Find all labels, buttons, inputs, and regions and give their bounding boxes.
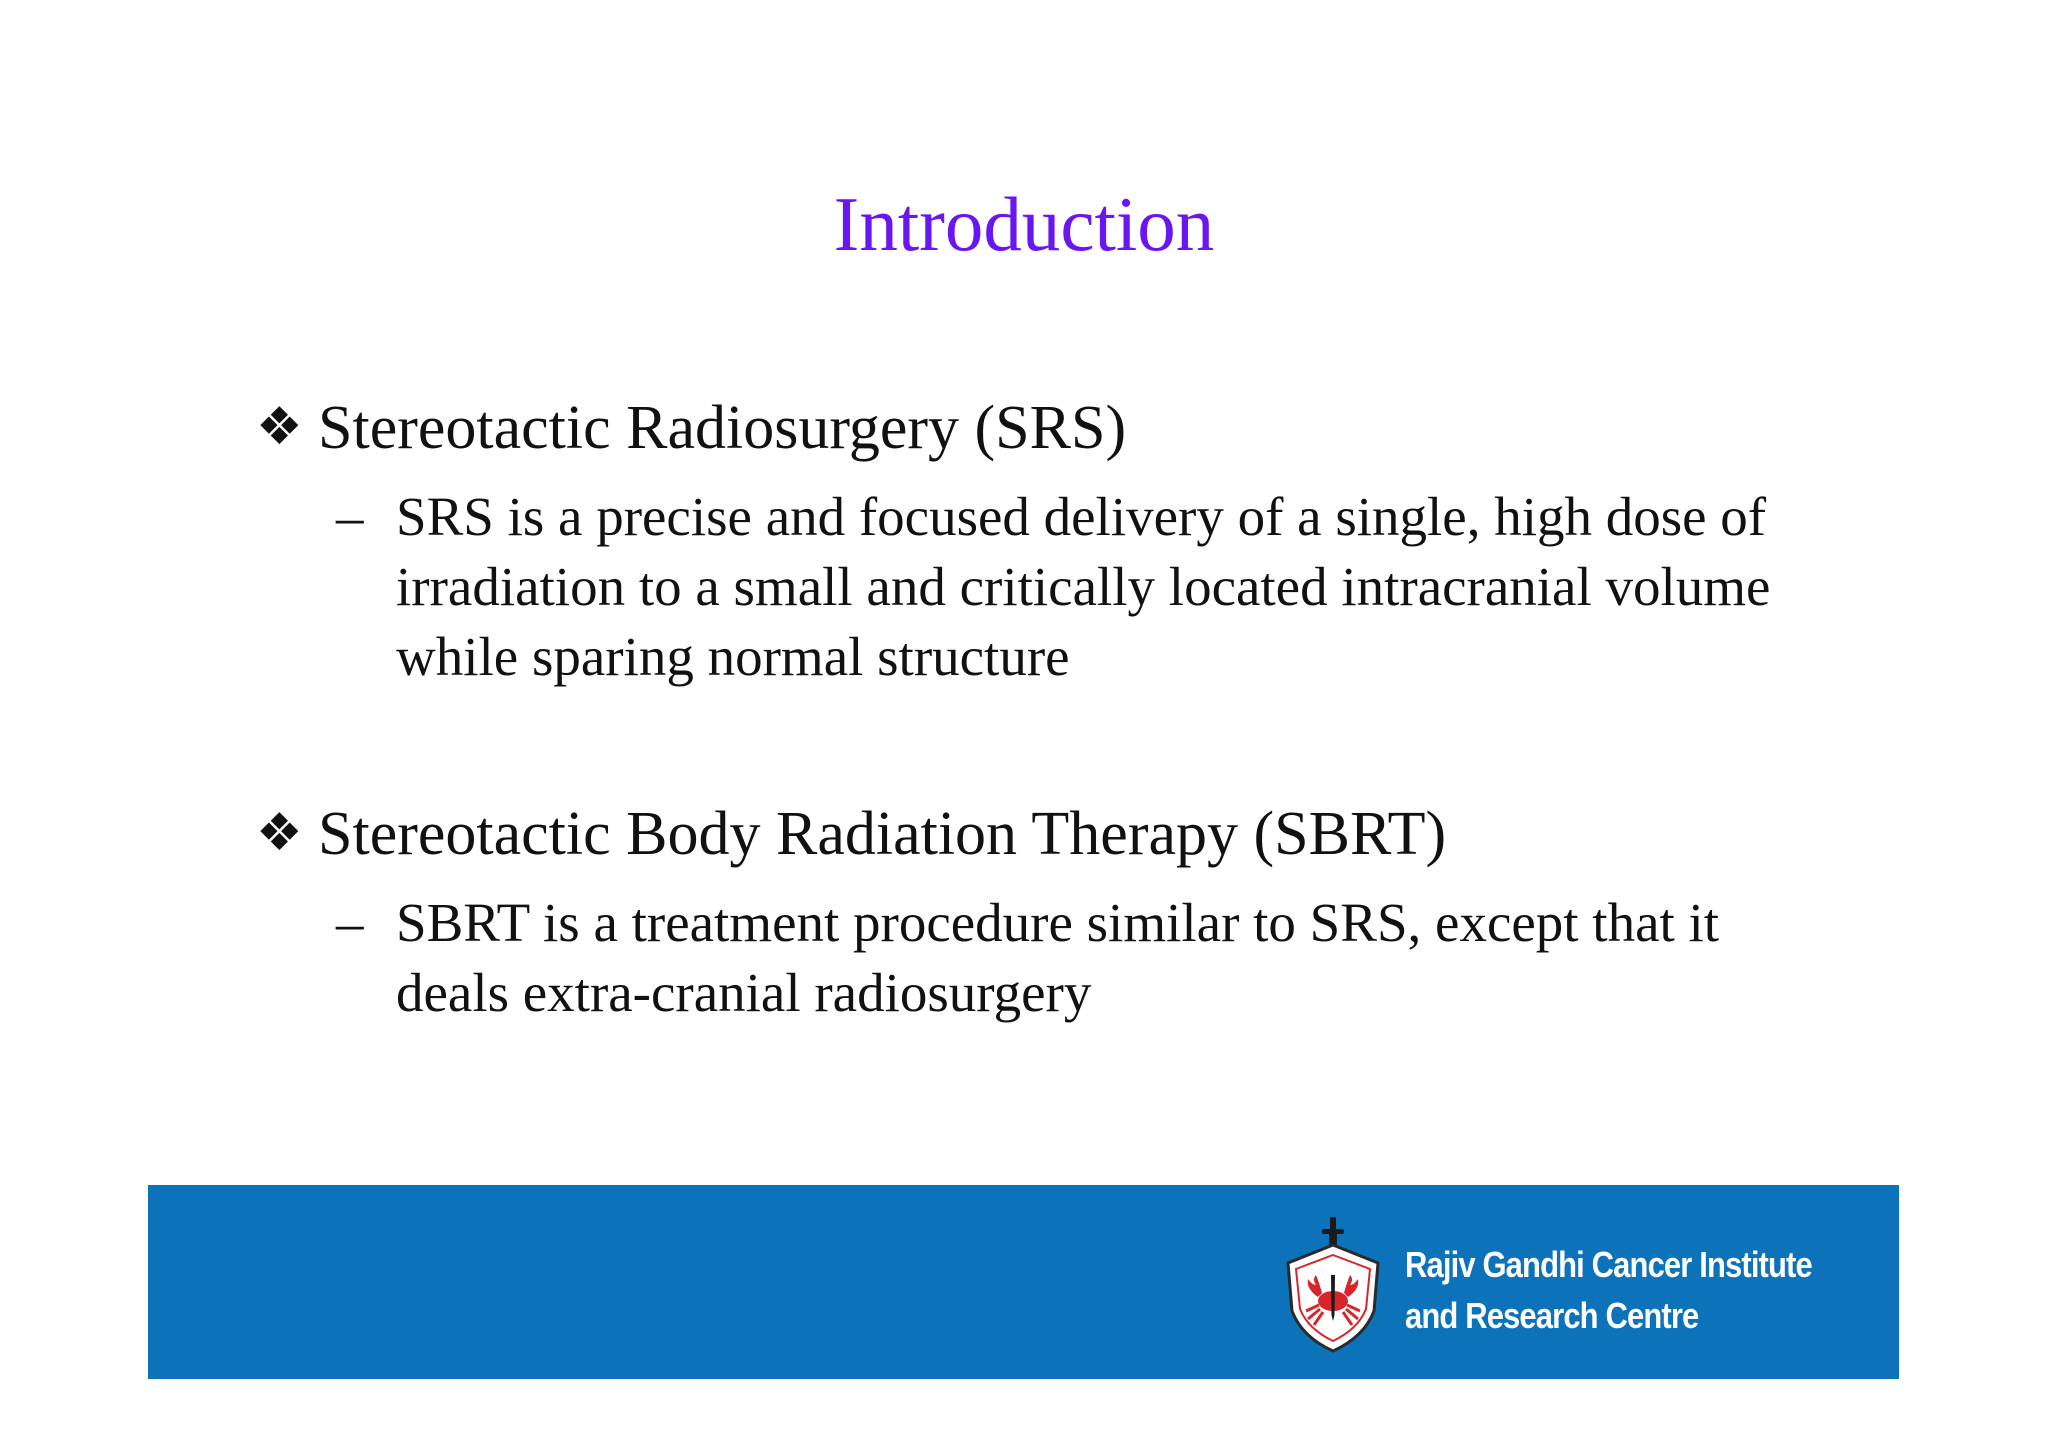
sub-bullet-text: SBRT is a treatment procedure similar to SRS, except that it deals extra-cranial radiosurgery xyxy=(396,892,1720,1023)
diamond-bullet-icon: ❖ xyxy=(256,397,303,457)
bullet-heading-srs xyxy=(256,392,1126,463)
sub-bullet-text: SRS is a precise and focused delivery of a single, high dose of irradiation to a small and critically located intracranial volume while sparing normal structure xyxy=(396,486,1771,687)
sub-bullet-srs xyxy=(336,482,1816,692)
institution-name xyxy=(1405,1239,1812,1341)
sub-bullet-sbrt xyxy=(336,888,1816,1028)
institution-line-1: Rajiv Gandhi Cancer Institute xyxy=(1405,1244,1812,1285)
footer-band xyxy=(148,1185,1899,1379)
shield-crab-sword-icon xyxy=(1278,1215,1388,1355)
diamond-bullet-icon: ❖ xyxy=(256,803,303,863)
bullet-heading-sbrt xyxy=(256,798,1446,869)
institution-line-2: and Research Centre xyxy=(1405,1295,1699,1336)
dash-bullet: – xyxy=(336,486,364,547)
dash-bullet: – xyxy=(336,892,364,953)
slide-title: Introduction xyxy=(833,181,1215,267)
bullet-heading-text: Stereotactic Body Radiation Therapy (SBRT) xyxy=(318,800,1447,868)
bullet-heading-text: Stereotactic Radiosurgery (SRS) xyxy=(318,394,1127,462)
